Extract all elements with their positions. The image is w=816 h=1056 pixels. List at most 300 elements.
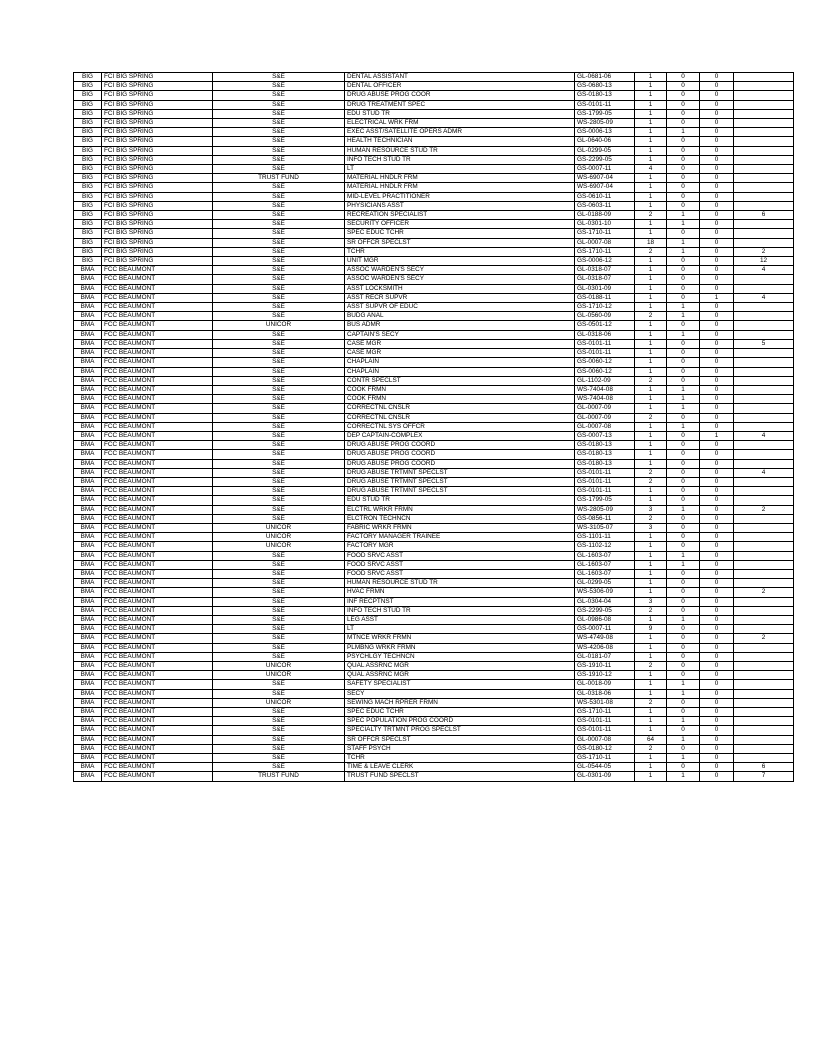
- fund-cell: S&E: [213, 763, 345, 772]
- grade-cell: GS-0101-11: [575, 468, 635, 477]
- institution-cell: FCC BEAUMONT: [102, 597, 213, 606]
- fund-cell: S&E: [213, 634, 345, 643]
- institution-cell: FCI BIG SPRING: [102, 229, 213, 238]
- col-d-cell: [734, 726, 794, 735]
- table-row: [74, 744, 794, 753]
- position-title-cell: ASSOC WARDEN'S SECY: [345, 275, 575, 284]
- grade-cell: GL-0301-09: [575, 284, 635, 293]
- position-title-cell: CORRECTNL CNSLR: [345, 413, 575, 422]
- count-cell: 1: [635, 726, 667, 735]
- count-cell: 2: [635, 468, 667, 477]
- col-b-cell: 0: [667, 174, 700, 183]
- institution-cell: FCI BIG SPRING: [102, 183, 213, 192]
- count-cell: 1: [635, 201, 667, 210]
- position-title-cell: INFO TECH STUD TR: [345, 606, 575, 615]
- col-b-cell: 0: [667, 155, 700, 164]
- table-row: [74, 477, 794, 486]
- site-code-cell: BMA: [74, 523, 102, 532]
- site-code-cell: BMA: [74, 431, 102, 440]
- col-d-cell: [734, 137, 794, 146]
- institution-cell: FCC BEAUMONT: [102, 431, 213, 440]
- col-b-cell: 1: [667, 560, 700, 569]
- grade-cell: GS-1910-12: [575, 671, 635, 680]
- fund-cell: S&E: [213, 487, 345, 496]
- site-code-cell: BMA: [74, 698, 102, 707]
- col-c-cell: 0: [700, 146, 734, 155]
- col-b-cell: 1: [667, 551, 700, 560]
- fund-cell: S&E: [213, 275, 345, 284]
- col-d-cell: [734, 450, 794, 459]
- col-d-cell: [734, 496, 794, 505]
- col-d-cell: [734, 238, 794, 247]
- institution-cell: FCI BIG SPRING: [102, 73, 213, 82]
- position-title-cell: LT: [345, 165, 575, 174]
- site-code-cell: BMA: [74, 680, 102, 689]
- table-row: [74, 689, 794, 698]
- grade-cell: GL-0318-06: [575, 330, 635, 339]
- grade-cell: GL-0318-07: [575, 266, 635, 275]
- col-d-cell: [734, 523, 794, 532]
- site-code-cell: BIG: [74, 165, 102, 174]
- table-row: [74, 211, 794, 220]
- institution-cell: FCC BEAUMONT: [102, 671, 213, 680]
- grade-cell: GS-0101-11: [575, 477, 635, 486]
- grade-cell: GS-1102-12: [575, 542, 635, 551]
- col-c-cell: 0: [700, 303, 734, 312]
- fund-cell: S&E: [213, 413, 345, 422]
- position-title-cell: TIME & LEAVE CLERK: [345, 763, 575, 772]
- grade-cell: GS-0101-11: [575, 726, 635, 735]
- col-b-cell: 1: [667, 312, 700, 321]
- col-d-cell: [734, 560, 794, 569]
- fund-cell: S&E: [213, 211, 345, 220]
- col-d-cell: 12: [734, 257, 794, 266]
- position-title-cell: FOOD SRVC ASST: [345, 551, 575, 560]
- institution-cell: FCI BIG SPRING: [102, 201, 213, 210]
- col-b-cell: 1: [667, 238, 700, 247]
- table-row: [74, 551, 794, 560]
- col-d-cell: [734, 284, 794, 293]
- col-b-cell: 0: [667, 477, 700, 486]
- institution-cell: FCC BEAUMONT: [102, 339, 213, 348]
- col-c-cell: 1: [700, 293, 734, 302]
- table-row: [74, 735, 794, 744]
- fund-cell: S&E: [213, 708, 345, 717]
- col-b-cell: 0: [667, 523, 700, 532]
- col-c-cell: 0: [700, 689, 734, 698]
- col-d-cell: [734, 82, 794, 91]
- site-code-cell: BMA: [74, 275, 102, 284]
- table-row: [74, 349, 794, 358]
- col-d-cell: 2: [734, 634, 794, 643]
- fund-cell: S&E: [213, 404, 345, 413]
- table-row: [74, 560, 794, 569]
- grade-cell: GS-0006-13: [575, 128, 635, 137]
- position-title-cell: MID-LEVEL PRACTITIONER: [345, 192, 575, 201]
- col-d-cell: [734, 100, 794, 109]
- col-b-cell: 0: [667, 708, 700, 717]
- col-d-cell: [734, 514, 794, 523]
- col-c-cell: 0: [700, 477, 734, 486]
- col-b-cell: 1: [667, 330, 700, 339]
- col-c-cell: 0: [700, 358, 734, 367]
- position-title-cell: CAPTAIN'S SECY: [345, 330, 575, 339]
- count-cell: 1: [635, 229, 667, 238]
- count-cell: 1: [635, 146, 667, 155]
- table-row: [74, 662, 794, 671]
- col-d-cell: [734, 744, 794, 753]
- position-title-cell: HUMAN RESOURCE STUD TR: [345, 579, 575, 588]
- institution-cell: FCC BEAUMONT: [102, 487, 213, 496]
- count-cell: 1: [635, 588, 667, 597]
- fund-cell: S&E: [213, 266, 345, 275]
- position-title-cell: RECREATION SPECIALIST: [345, 211, 575, 220]
- table-row: [74, 183, 794, 192]
- col-c-cell: 0: [700, 542, 734, 551]
- site-code-cell: BMA: [74, 321, 102, 330]
- position-title-cell: STAFF PSYCH: [345, 744, 575, 753]
- col-b-cell: 0: [667, 257, 700, 266]
- table-row: [74, 496, 794, 505]
- col-b-cell: 0: [667, 367, 700, 376]
- count-cell: 1: [635, 73, 667, 82]
- grade-cell: GS-0188-11: [575, 293, 635, 302]
- position-title-cell: TCHR: [345, 754, 575, 763]
- count-cell: 1: [635, 422, 667, 431]
- count-cell: 64: [635, 735, 667, 744]
- fund-cell: S&E: [213, 201, 345, 210]
- site-code-cell: BMA: [74, 312, 102, 321]
- count-cell: 1: [635, 128, 667, 137]
- col-b-cell: 0: [667, 321, 700, 330]
- table-row: [74, 422, 794, 431]
- grade-cell: GS-0603-11: [575, 201, 635, 210]
- institution-cell: FCI BIG SPRING: [102, 137, 213, 146]
- fund-cell: UNICOR: [213, 523, 345, 532]
- col-b-cell: 0: [667, 229, 700, 238]
- col-d-cell: [734, 91, 794, 100]
- count-cell: 2: [635, 376, 667, 385]
- col-d-cell: [734, 321, 794, 330]
- fund-cell: S&E: [213, 569, 345, 578]
- fund-cell: UNICOR: [213, 671, 345, 680]
- col-d-cell: [734, 754, 794, 763]
- col-d-cell: 4: [734, 266, 794, 275]
- col-d-cell: [734, 275, 794, 284]
- col-c-cell: 0: [700, 82, 734, 91]
- site-code-cell: BMA: [74, 496, 102, 505]
- col-b-cell: 0: [667, 763, 700, 772]
- fund-cell: UNICOR: [213, 321, 345, 330]
- position-title-cell: DRUG ABUSE PROG COORD: [345, 441, 575, 450]
- col-b-cell: 1: [667, 395, 700, 404]
- col-d-cell: [734, 459, 794, 468]
- table-row: [74, 312, 794, 321]
- col-b-cell: 0: [667, 744, 700, 753]
- col-d-cell: [734, 579, 794, 588]
- institution-cell: FCC BEAUMONT: [102, 579, 213, 588]
- col-b-cell: 0: [667, 339, 700, 348]
- site-code-cell: BMA: [74, 358, 102, 367]
- col-b-cell: 0: [667, 514, 700, 523]
- col-b-cell: 0: [667, 82, 700, 91]
- grade-cell: GL-0007-08: [575, 422, 635, 431]
- site-code-cell: BMA: [74, 597, 102, 606]
- institution-cell: FCC BEAUMONT: [102, 358, 213, 367]
- site-code-cell: BMA: [74, 395, 102, 404]
- col-c-cell: 0: [700, 523, 734, 532]
- site-code-cell: BMA: [74, 514, 102, 523]
- col-c-cell: 0: [700, 671, 734, 680]
- col-b-cell: 0: [667, 431, 700, 440]
- col-d-cell: [734, 165, 794, 174]
- fund-cell: S&E: [213, 754, 345, 763]
- table-row: [74, 321, 794, 330]
- table-row: [74, 275, 794, 284]
- col-d-cell: [734, 597, 794, 606]
- fund-cell: S&E: [213, 625, 345, 634]
- grade-cell: GL-0318-07: [575, 275, 635, 284]
- count-cell: 1: [635, 754, 667, 763]
- grade-cell: GL-0188-09: [575, 211, 635, 220]
- grade-cell: GL-1603-07: [575, 569, 635, 578]
- position-title-cell: HVAC FRMN: [345, 588, 575, 597]
- count-cell: 1: [635, 560, 667, 569]
- count-cell: 1: [635, 119, 667, 128]
- col-b-cell: 0: [667, 109, 700, 118]
- site-code-cell: BMA: [74, 477, 102, 486]
- site-code-cell: BIG: [74, 128, 102, 137]
- grade-cell: GL-0301-10: [575, 220, 635, 229]
- grade-cell: GS-0101-11: [575, 717, 635, 726]
- fund-cell: S&E: [213, 615, 345, 624]
- grade-cell: GS-1710-12: [575, 303, 635, 312]
- position-title-cell: FABRIC WRKR FRMN: [345, 523, 575, 532]
- grade-cell: GL-0299-05: [575, 579, 635, 588]
- fund-cell: S&E: [213, 726, 345, 735]
- grade-cell: GS-0180-13: [575, 441, 635, 450]
- fund-cell: S&E: [213, 579, 345, 588]
- count-cell: 1: [635, 293, 667, 302]
- col-b-cell: 1: [667, 754, 700, 763]
- fund-cell: UNICOR: [213, 698, 345, 707]
- table-row: [74, 192, 794, 201]
- fund-cell: S&E: [213, 349, 345, 358]
- grade-cell: GL-0007-08: [575, 238, 635, 247]
- col-d-cell: [734, 229, 794, 238]
- count-cell: 2: [635, 514, 667, 523]
- institution-cell: FCC BEAUMONT: [102, 441, 213, 450]
- fund-cell: S&E: [213, 128, 345, 137]
- site-code-cell: BMA: [74, 569, 102, 578]
- position-title-cell: PSYCHLGY TECHNCN: [345, 652, 575, 661]
- site-code-cell: BIG: [74, 229, 102, 238]
- site-code-cell: BMA: [74, 625, 102, 634]
- fund-cell: TRUST FUND: [213, 772, 345, 781]
- count-cell: 1: [635, 551, 667, 560]
- position-title-cell: ELCTRON TECHNCN: [345, 514, 575, 523]
- institution-cell: FCI BIG SPRING: [102, 192, 213, 201]
- institution-cell: FCC BEAUMONT: [102, 717, 213, 726]
- institution-cell: FCC BEAUMONT: [102, 744, 213, 753]
- col-c-cell: 0: [700, 514, 734, 523]
- count-cell: 3: [635, 505, 667, 514]
- count-cell: 1: [635, 450, 667, 459]
- count-cell: 1: [635, 569, 667, 578]
- count-cell: 1: [635, 772, 667, 781]
- fund-cell: S&E: [213, 514, 345, 523]
- fund-cell: S&E: [213, 385, 345, 394]
- col-d-cell: 2: [734, 505, 794, 514]
- position-title-cell: CORRECTNL SYS OFFCR: [345, 422, 575, 431]
- table-row: [74, 533, 794, 542]
- fund-cell: UNICOR: [213, 662, 345, 671]
- site-code-cell: BMA: [74, 662, 102, 671]
- position-title-cell: TCHR: [345, 247, 575, 256]
- site-code-cell: BIG: [74, 201, 102, 210]
- col-d-cell: [734, 358, 794, 367]
- col-b-cell: 0: [667, 459, 700, 468]
- count-cell: 1: [635, 763, 667, 772]
- position-title-cell: BUDG ANAL: [345, 312, 575, 321]
- position-title-cell: FOOD SRVC ASST: [345, 560, 575, 569]
- institution-cell: FCC BEAUMONT: [102, 514, 213, 523]
- table-row: [74, 680, 794, 689]
- fund-cell: S&E: [213, 367, 345, 376]
- col-c-cell: 0: [700, 376, 734, 385]
- col-d-cell: 4: [734, 468, 794, 477]
- col-c-cell: 0: [700, 459, 734, 468]
- position-title-cell: COOK FRMN: [345, 395, 575, 404]
- col-c-cell: 0: [700, 367, 734, 376]
- col-c-cell: 0: [700, 220, 734, 229]
- institution-cell: FCC BEAUMONT: [102, 588, 213, 597]
- position-title-cell: SR OFFCR SPECLST: [345, 238, 575, 247]
- col-b-cell: 0: [667, 146, 700, 155]
- col-b-cell: 0: [667, 533, 700, 542]
- count-cell: 1: [635, 91, 667, 100]
- institution-cell: FCI BIG SPRING: [102, 174, 213, 183]
- col-b-cell: 0: [667, 192, 700, 201]
- fund-cell: S&E: [213, 312, 345, 321]
- site-code-cell: BIG: [74, 146, 102, 155]
- position-title-cell: SPEC EDUC TCHR: [345, 229, 575, 238]
- col-b-cell: 0: [667, 349, 700, 358]
- site-code-cell: BMA: [74, 588, 102, 597]
- table-row: [74, 303, 794, 312]
- site-code-cell: BMA: [74, 708, 102, 717]
- count-cell: 1: [635, 579, 667, 588]
- col-b-cell: 0: [667, 496, 700, 505]
- table-row: [74, 763, 794, 772]
- fund-cell: S&E: [213, 238, 345, 247]
- count-cell: 2: [635, 413, 667, 422]
- site-code-cell: BMA: [74, 726, 102, 735]
- col-d-cell: 6: [734, 211, 794, 220]
- table-row: [74, 514, 794, 523]
- position-title-cell: LT: [345, 625, 575, 634]
- institution-cell: FCC BEAUMONT: [102, 468, 213, 477]
- col-d-cell: 6: [734, 763, 794, 772]
- site-code-cell: BIG: [74, 119, 102, 128]
- col-b-cell: 0: [667, 266, 700, 275]
- institution-cell: FCC BEAUMONT: [102, 477, 213, 486]
- position-title-cell: CASE MGR: [345, 339, 575, 348]
- institution-cell: FCC BEAUMONT: [102, 763, 213, 772]
- col-c-cell: 0: [700, 413, 734, 422]
- grade-cell: WS-5301-08: [575, 698, 635, 707]
- table-row: [74, 615, 794, 624]
- position-title-cell: ASST SUPVR OF EDUC: [345, 303, 575, 312]
- position-title-cell: PHYSICIANS ASST: [345, 201, 575, 210]
- table-row: [74, 671, 794, 680]
- position-title-cell: DENTAL ASSISTANT: [345, 73, 575, 82]
- fund-cell: S&E: [213, 468, 345, 477]
- position-title-cell: QUAL ASSRNC MGR: [345, 662, 575, 671]
- fund-cell: S&E: [213, 284, 345, 293]
- grade-cell: GS-0101-11: [575, 100, 635, 109]
- grade-cell: GL-0560-09: [575, 312, 635, 321]
- col-c-cell: 0: [700, 698, 734, 707]
- site-code-cell: BMA: [74, 422, 102, 431]
- grade-cell: GL-0018-09: [575, 680, 635, 689]
- count-cell: 1: [635, 109, 667, 118]
- count-cell: 1: [635, 533, 667, 542]
- institution-cell: FCI BIG SPRING: [102, 109, 213, 118]
- fund-cell: S&E: [213, 652, 345, 661]
- fund-cell: S&E: [213, 560, 345, 569]
- col-d-cell: [734, 73, 794, 82]
- col-d-cell: [734, 367, 794, 376]
- table-row: [74, 385, 794, 394]
- table-row: [74, 652, 794, 661]
- table-row: [74, 165, 794, 174]
- count-cell: 1: [635, 367, 667, 376]
- count-cell: 1: [635, 349, 667, 358]
- col-d-cell: [734, 192, 794, 201]
- grade-cell: GL-0640-06: [575, 137, 635, 146]
- institution-cell: FCI BIG SPRING: [102, 100, 213, 109]
- institution-cell: FCC BEAUMONT: [102, 505, 213, 514]
- table-row: [74, 431, 794, 440]
- site-code-cell: BMA: [74, 634, 102, 643]
- grade-cell: GS-0501-12: [575, 321, 635, 330]
- fund-cell: S&E: [213, 137, 345, 146]
- position-title-cell: SPECIALTY TRTMNT PROG SPECLST: [345, 726, 575, 735]
- table-row: [74, 708, 794, 717]
- col-d-cell: 2: [734, 247, 794, 256]
- table-row: [74, 146, 794, 155]
- site-code-cell: BMA: [74, 671, 102, 680]
- col-c-cell: 0: [700, 754, 734, 763]
- table-row: [74, 413, 794, 422]
- grade-cell: GL-1603-07: [575, 560, 635, 569]
- col-d-cell: [734, 643, 794, 652]
- grade-cell: GS-0060-12: [575, 358, 635, 367]
- site-code-cell: BIG: [74, 192, 102, 201]
- col-b-cell: 0: [667, 165, 700, 174]
- institution-cell: FCI BIG SPRING: [102, 220, 213, 229]
- col-b-cell: 1: [667, 772, 700, 781]
- grade-cell: GL-0007-08: [575, 735, 635, 744]
- position-title-cell: ASST LOCKSMITH: [345, 284, 575, 293]
- count-cell: 1: [635, 634, 667, 643]
- count-cell: 1: [635, 266, 667, 275]
- institution-cell: FCC BEAUMONT: [102, 662, 213, 671]
- grade-cell: GS-1799-05: [575, 109, 635, 118]
- col-c-cell: 0: [700, 533, 734, 542]
- col-d-cell: [734, 155, 794, 164]
